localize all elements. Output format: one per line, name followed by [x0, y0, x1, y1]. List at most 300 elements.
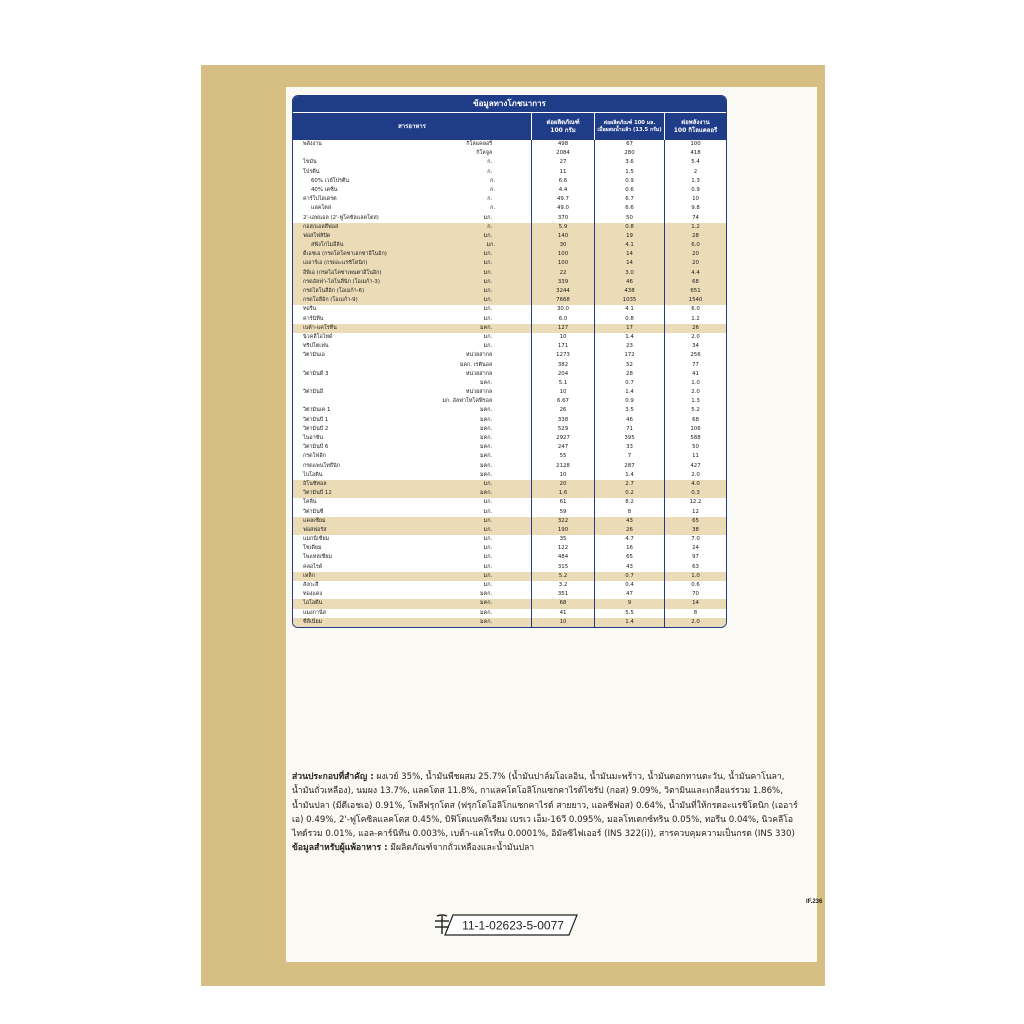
- nutrient-cell: [293, 517, 531, 526]
- value-per-100ml: 0.7: [594, 572, 664, 581]
- table-row: [293, 397, 726, 406]
- nutrient-cell: [293, 361, 531, 370]
- nutrient-name: วิตามินดี 3: [303, 370, 329, 377]
- nutrient-cell: [293, 618, 531, 627]
- value-per-100kcal: 8: [664, 609, 726, 618]
- value-per-100g: 59: [531, 508, 594, 517]
- value-per-100g: 3244: [531, 287, 594, 296]
- nutrient-cell: [293, 489, 531, 498]
- spacer: [496, 609, 531, 618]
- value-per-100ml: 0.8: [594, 223, 664, 232]
- value-per-100ml: 23: [594, 342, 664, 351]
- nutrient-cell: [293, 599, 531, 608]
- table-row: [293, 581, 726, 590]
- nutrient-unit: ก.: [487, 223, 493, 230]
- value-per-100kcal: 68: [664, 416, 726, 425]
- nutrient-cell: [293, 204, 531, 213]
- nutrient-unit: มคก.: [480, 453, 493, 460]
- table-row: [293, 361, 726, 370]
- value-per-100kcal: 2.0: [664, 333, 726, 342]
- value-per-100ml: 1.4: [594, 333, 664, 342]
- spacer: [496, 406, 531, 415]
- value-per-100ml: 14: [594, 259, 664, 268]
- value-per-100g: 3.2: [531, 581, 594, 590]
- value-per-100kcal: 12: [664, 508, 726, 517]
- spacer: [499, 177, 531, 186]
- spacer: [496, 489, 531, 498]
- nutrient-name: แมกนีเซียม: [303, 536, 330, 543]
- nutrient-unit: หน่วยสากล: [465, 370, 493, 377]
- value-per-100g: 10: [531, 333, 594, 342]
- nutrient-unit: หน่วยสากล: [465, 352, 493, 359]
- nutrient-name: [293, 379, 433, 388]
- value-per-100kcal: 97: [664, 553, 726, 562]
- nutrient-name: วิตามินเอ: [303, 352, 325, 359]
- nutrient-unit: มก.: [483, 554, 493, 561]
- nutrient-cell: [293, 508, 531, 517]
- value-per-100g: 61: [531, 498, 594, 507]
- ingredients-label: ส่วนประกอบที่สำคัญ :: [292, 772, 374, 782]
- spacer: [496, 563, 531, 572]
- nutrient-cell: [293, 278, 531, 287]
- spacer: [496, 214, 531, 223]
- value-per-100g: 1273: [531, 351, 594, 360]
- nutrient-name: ไบโอติน: [303, 471, 323, 478]
- table-row: [293, 269, 726, 278]
- nutrient-unit: มก.: [483, 572, 493, 579]
- value-per-100kcal: 65: [664, 517, 726, 526]
- nutrient-cell: [293, 535, 531, 544]
- nutrition-table: [292, 95, 727, 628]
- value-per-100kcal: 5.4: [664, 158, 726, 167]
- value-per-100ml: 6.7: [594, 195, 664, 204]
- table-row: [293, 517, 726, 526]
- value-per-100kcal: 70: [664, 590, 726, 599]
- nutrient-unit: มก.: [483, 508, 493, 515]
- spacer: [496, 498, 531, 507]
- nutrient-unit: มคก.: [480, 416, 493, 423]
- table-row: [293, 158, 726, 167]
- nutrient-cell: [293, 452, 531, 461]
- spacer: [496, 397, 531, 406]
- value-per-100g: 10: [531, 388, 594, 397]
- spacer: [496, 315, 531, 324]
- header-per-100kcal: ต่อพลังงาน 100 กิโลแคลอรี: [664, 113, 726, 140]
- value-per-100ml: 1.5: [594, 168, 664, 177]
- spacer: [499, 186, 531, 195]
- nutrient-unit: มคก.: [480, 471, 493, 478]
- header-nutrient: สารอาหาร: [293, 113, 531, 140]
- value-per-100kcal: 2.0: [664, 618, 726, 627]
- nutrient-unit: มคก.: [480, 490, 493, 497]
- nutrient-cell: [293, 590, 531, 599]
- nutrient-name: สฟิงโกไมอีลิน: [311, 242, 344, 249]
- value-per-100kcal: 74: [664, 214, 726, 223]
- nutrient-unit: มก.: [483, 232, 493, 239]
- nutrient-name: โซเดียม: [303, 545, 322, 552]
- value-per-100ml: 8: [594, 508, 664, 517]
- value-per-100g: 4.4: [531, 186, 594, 195]
- table-row: [293, 305, 726, 314]
- nutrient-cell: [293, 232, 531, 241]
- value-per-100kcal: 100: [664, 140, 726, 149]
- nutrient-name: วิตามินอี: [303, 389, 324, 396]
- nutrient-unit: มคก.: [480, 618, 493, 625]
- fda-registration-mark: [433, 913, 579, 937]
- spacer: [496, 333, 531, 342]
- value-per-100kcal: 106: [664, 425, 726, 434]
- nutrient-cell: [293, 397, 531, 406]
- spacer: [496, 140, 531, 149]
- label-card: [286, 87, 823, 962]
- value-per-100ml: 1.4: [594, 618, 664, 627]
- value-per-100g: 1.6: [531, 489, 594, 498]
- spacer: [496, 361, 531, 370]
- nutrient-unit: มก.: [483, 536, 493, 543]
- nutrient-name: เออาร์เอ (กรดอะแรชิโดนิก): [303, 260, 368, 267]
- nutrient-name: [293, 397, 433, 406]
- nutrient-name: ทอรีน: [303, 306, 317, 313]
- nutrient-name: กรดแพนโทธีนิก: [303, 462, 341, 469]
- value-per-100g: 49.7: [531, 195, 594, 204]
- value-per-100g: 26: [531, 406, 594, 415]
- value-per-100ml: 5.5: [594, 609, 664, 618]
- table-row: [293, 232, 726, 241]
- value-per-100kcal: 11: [664, 452, 726, 461]
- nutrient-cell: [293, 351, 531, 360]
- nutrient-cell: [293, 434, 531, 443]
- header-per-100ml: ต่อผลิตภัณฑ์ 100 มล. เมื่อผสมน้ำแล้ว (13.5 กรัม): [594, 113, 664, 140]
- value-per-100kcal: 10: [664, 195, 726, 204]
- spacer: [496, 269, 531, 278]
- value-per-100ml: 33: [594, 443, 664, 452]
- nutrient-cell: [293, 333, 531, 342]
- table-row: [293, 434, 726, 443]
- table-row: [293, 149, 726, 158]
- table-header: [293, 112, 726, 140]
- nutrient-cell: [293, 195, 531, 204]
- spacer: [499, 204, 531, 213]
- table-row: [293, 563, 726, 572]
- value-per-100g: 127: [531, 324, 594, 333]
- nutrient-name: โคลีน: [303, 499, 317, 506]
- value-per-100g: 6.67: [531, 397, 594, 406]
- value-per-100g: 11: [531, 168, 594, 177]
- value-per-100kcal: 24: [664, 544, 726, 553]
- spacer: [496, 452, 531, 461]
- value-per-100kcal: 77: [664, 361, 726, 370]
- spacer: [496, 462, 531, 471]
- value-per-100kcal: 38: [664, 526, 726, 535]
- nutrient-cell: [293, 305, 531, 314]
- nutrient-unit: มคก.: [480, 407, 493, 414]
- nutrient-unit: ก.: [487, 196, 493, 203]
- nutrient-cell: [293, 544, 531, 553]
- nutrient-name: คาร์โบไฮเดรต: [303, 196, 337, 203]
- value-per-100kcal: 6.0: [664, 305, 726, 314]
- value-per-100kcal: 1.3: [664, 397, 726, 406]
- value-per-100kcal: 50: [664, 443, 726, 452]
- value-per-100g: 322: [531, 517, 594, 526]
- value-per-100kcal: 651: [664, 287, 726, 296]
- value-per-100ml: 52: [594, 361, 664, 370]
- nutrient-unit: ก.: [490, 205, 496, 212]
- value-per-100kcal: 14: [664, 599, 726, 608]
- value-per-100g: 35: [531, 535, 594, 544]
- nutrient-cell: [293, 158, 531, 167]
- nutrient-name: ฟอสโฟลิปิด: [303, 232, 331, 239]
- nutrient-cell: [293, 480, 531, 489]
- spacer: [496, 443, 531, 452]
- nutrient-name: [293, 149, 433, 158]
- table-row: [293, 351, 726, 360]
- value-per-100ml: 0.9: [594, 177, 664, 186]
- value-per-100kcal: 0.9: [664, 186, 726, 195]
- table-row: [293, 379, 726, 388]
- value-per-100g: 529: [531, 425, 594, 434]
- nutrient-cell: [293, 471, 531, 480]
- nutrient-cell: [293, 553, 531, 562]
- nutrient-name: ทองแดง: [303, 591, 323, 598]
- nutrient-cell: [293, 416, 531, 425]
- table-row: [293, 278, 726, 287]
- nutrient-cell: [293, 250, 531, 259]
- nutrient-unit: มก.: [483, 251, 493, 258]
- spacer: [496, 480, 531, 489]
- value-per-100g: 2128: [531, 462, 594, 471]
- nutrient-name: เหล็ก: [303, 572, 315, 579]
- value-per-100ml: 2.7: [594, 480, 664, 489]
- spacer: [496, 553, 531, 562]
- value-per-100ml: 6.6: [594, 204, 664, 213]
- value-per-100ml: 17: [594, 324, 664, 333]
- table-row: [293, 618, 726, 627]
- table-row: [293, 342, 726, 351]
- nutrient-name: ทริปโตเฟน: [303, 343, 329, 350]
- value-per-100ml: 16: [594, 544, 664, 553]
- spacer: [496, 296, 531, 305]
- nutrient-cell: [293, 581, 531, 590]
- nutrient-cell: [293, 498, 531, 507]
- nutrient-name: 60% เวย์โปรตีน: [311, 177, 350, 184]
- value-per-100g: 10: [531, 618, 594, 627]
- nutrient-name: คาร์นิทีน: [303, 315, 324, 322]
- nutrient-unit: มก.: [483, 563, 493, 570]
- spacer: [496, 599, 531, 608]
- value-per-100kcal: 588: [664, 434, 726, 443]
- nutrient-unit: ก.: [487, 168, 493, 175]
- value-per-100ml: 172: [594, 351, 664, 360]
- value-per-100ml: 280: [594, 149, 664, 158]
- nutrient-name: ซีลีเนียม: [303, 618, 323, 625]
- value-per-100g: 338: [531, 416, 594, 425]
- nutrient-cell: [293, 259, 531, 268]
- nutrient-unit: มคก.: [480, 462, 493, 469]
- value-per-100ml: 43: [594, 517, 664, 526]
- value-per-100g: 484: [531, 553, 594, 562]
- value-per-100kcal: 0.6: [664, 581, 726, 590]
- value-per-100kcal: 256: [664, 351, 726, 360]
- nutrient-name: กรดอัลฟา-ไลโนลีนิก (โอเมก้า-3): [303, 278, 380, 285]
- nutrient-unit: มคก.: [480, 324, 493, 331]
- value-per-100ml: 0.4: [594, 581, 664, 590]
- value-per-100kcal: 12.2: [664, 498, 726, 507]
- value-per-100kcal: 1.0: [664, 572, 726, 581]
- table-row: [293, 388, 726, 397]
- nutrient-unit: มก.: [483, 545, 493, 552]
- table-row: [293, 590, 726, 599]
- nutrient-name: 2'-เอฟแอล (2'-ฟูโคซิลแลคโตส): [303, 214, 379, 221]
- value-per-100ml: 26: [594, 526, 664, 535]
- value-per-100kcal: 4.4: [664, 269, 726, 278]
- value-per-100ml: 8.2: [594, 498, 664, 507]
- spacer: [496, 508, 531, 517]
- value-per-100g: 10: [531, 471, 594, 480]
- nutrient-cell: [293, 342, 531, 351]
- value-per-100ml: 3.6: [594, 158, 664, 167]
- table-row: [293, 553, 726, 562]
- spacer: [496, 434, 531, 443]
- value-per-100ml: 19: [594, 232, 664, 241]
- nutrient-name: ไอโอดีน: [303, 600, 323, 607]
- value-per-100g: 41: [531, 609, 594, 618]
- header-per-100g: ต่อผลิตภัณฑ์ 100 กรัม: [531, 113, 594, 140]
- spacer: [496, 195, 531, 204]
- spacer: [496, 590, 531, 599]
- nutrient-name: ไนอาซิน: [303, 435, 324, 441]
- spacer: [496, 618, 531, 627]
- table-row: [293, 526, 726, 535]
- value-per-100g: 204: [531, 370, 594, 379]
- table-row: [293, 214, 726, 223]
- table-row: [293, 462, 726, 471]
- value-per-100ml: 0.8: [594, 315, 664, 324]
- nutrient-cell: [293, 379, 531, 388]
- nutrient-name: วิตามินบี 6: [303, 444, 329, 451]
- nutrient-unit: มก.: [483, 306, 493, 313]
- nutrient-unit: มก.: [483, 499, 493, 506]
- value-per-100g: 6.0: [531, 315, 594, 324]
- nutrient-name: อีพีเอ (กรดไอโคซาเพนตาอีโนอิก): [303, 269, 382, 276]
- nutrient-unit: หน่วยสากล: [465, 389, 493, 396]
- value-per-100kcal: 5.2: [664, 406, 726, 415]
- nutrient-name: ดีเอชเอ (กรดโดโคซาเฮกซาอีโนอิก): [303, 251, 387, 258]
- table-row: [293, 489, 726, 498]
- nutrient-name: วิตามินซี: [303, 508, 324, 515]
- nutrient-unit: กิโลจูล: [476, 150, 493, 157]
- value-per-100kcal: 68: [664, 278, 726, 287]
- nutrient-unit: มก.: [483, 315, 493, 322]
- nutrient-unit: ก.: [490, 177, 496, 184]
- value-per-100g: 30: [531, 241, 594, 250]
- value-per-100kcal: 1.2: [664, 223, 726, 232]
- spacer: [499, 241, 531, 250]
- nutrient-cell: [293, 177, 531, 186]
- nutrient-name: นิวคลีโอไทด์: [303, 333, 333, 340]
- nutrient-cell: [293, 526, 531, 535]
- value-per-100g: 382: [531, 361, 594, 370]
- table-row: [293, 471, 726, 480]
- value-per-100kcal: 63: [664, 563, 726, 572]
- nutrient-cell: [293, 186, 531, 195]
- table-row: [293, 406, 726, 415]
- spacer: [496, 535, 531, 544]
- value-per-100ml: 4.1: [594, 305, 664, 314]
- value-per-100g: 49.0: [531, 204, 594, 213]
- nutrient-unit: มก.: [486, 242, 496, 249]
- spacer: [496, 278, 531, 287]
- nutrient-name: สังกะสี: [303, 582, 319, 588]
- value-per-100ml: 4.7: [594, 535, 664, 544]
- value-per-100g: 370: [531, 214, 594, 223]
- nutrient-cell: [293, 572, 531, 581]
- value-per-100kcal: 6.0: [664, 241, 726, 250]
- ingredients-text: ผงเวย์ 35%, น้ำมันพืชผสม 25.7% (น้ำมันปาล์มโอเลอิน, น้ำมันมะพร้าว, น้ำมันดอกทานตะวัน, น้ำมันคาโนลา, น้ำมันถั่วเหลือง), นมผง 13.7%, แลคโตส 11.8%, กาแลคโตโอลิโกแซกคาไรด์ไซรัป (กอส) 9.09%, วิตามินและเกลือแร่รวม 1.86%, น้ำมันปลา (มีดีเอชเอ) 0.91%, โพลีฟรุกโตส (ฟรุกโตโอลิโกแซกคาไรด์ สายยาว, แอลซีฟอส) 0.64%, น้ำมันที่ให้กรดอะแรชิโดนิก (เออาร์เอ) 0.49%, 2'-ฟูโคซิลแลคโตส 0.45%, บิฟิโดแบคทีเรียม เบรเว เอ็ม-16วี 0.095%, มอลโทเดกซ์ทริน 0.05%, ทอรีน 0.04%, นิวคลีโอไทด์รวม 0.01%, แอล-คาร์นิทีน 0.003%, เบต้า-แคโรทีน 0.0001%, อิมัลซิไฟเออร์ (INS 322(i)), สารควบคุมความเป็นกรด (INS 330): [292, 772, 798, 840]
- table-body: [293, 140, 726, 627]
- nutrient-unit: มก.: [483, 517, 493, 524]
- table-row: [293, 452, 726, 461]
- table-row: [293, 443, 726, 452]
- nutrient-unit: มคก.: [480, 609, 493, 616]
- nutrient-name: กรดโฟลิก: [303, 453, 326, 460]
- value-per-100kcal: 427: [664, 462, 726, 471]
- nutrient-cell: [293, 406, 531, 415]
- nutrient-name: คลอไรด์: [303, 563, 323, 570]
- nutrient-cell: [293, 287, 531, 296]
- value-per-100kcal: 1.0: [664, 379, 726, 388]
- table-row: [293, 140, 726, 149]
- table-row: [293, 241, 726, 250]
- spacer: [496, 324, 531, 333]
- table-row: [293, 535, 726, 544]
- table-row: [293, 425, 726, 434]
- nutrient-name: วิตามินบี 2: [303, 425, 329, 432]
- table-row: [293, 177, 726, 186]
- table-row: [293, 599, 726, 608]
- value-per-100g: 6.6: [531, 177, 594, 186]
- table-row: [293, 572, 726, 581]
- class-code: IF.236: [806, 899, 823, 905]
- value-per-100ml: 1035: [594, 296, 664, 305]
- value-per-100kcal: 1.2: [664, 315, 726, 324]
- value-per-100g: 27: [531, 158, 594, 167]
- nutrient-cell: [293, 462, 531, 471]
- nutrient-name: ไขมัน: [303, 159, 317, 166]
- value-per-100g: 30.0: [531, 305, 594, 314]
- table-row: [293, 168, 726, 177]
- nutrient-cell: [293, 388, 531, 397]
- spacer: [496, 250, 531, 259]
- table-row: [293, 259, 726, 268]
- nutrient-unit: มก.: [483, 297, 493, 304]
- value-per-100g: 5.2: [531, 572, 594, 581]
- value-per-100ml: 67: [594, 140, 664, 149]
- nutrient-name: โปรตีน: [303, 168, 320, 175]
- value-per-100kcal: 1.3: [664, 177, 726, 186]
- table-row: [293, 498, 726, 507]
- nutrient-cell: [293, 140, 531, 149]
- value-per-100g: 498: [531, 140, 594, 149]
- value-per-100g: 55: [531, 452, 594, 461]
- value-per-100g: 100: [531, 250, 594, 259]
- nutrient-name: กรดไลโนลีอิก (โอเมก้า-6): [303, 288, 365, 294]
- nutrient-name: กรดโอลีอิก (โอเมก้า-9): [303, 297, 358, 304]
- nutrient-name: วิตามินบี 1: [303, 416, 329, 423]
- value-per-100kcal: 41: [664, 370, 726, 379]
- spacer: [496, 581, 531, 590]
- nutrient-unit: มก.: [483, 582, 493, 588]
- table-row: [293, 324, 726, 333]
